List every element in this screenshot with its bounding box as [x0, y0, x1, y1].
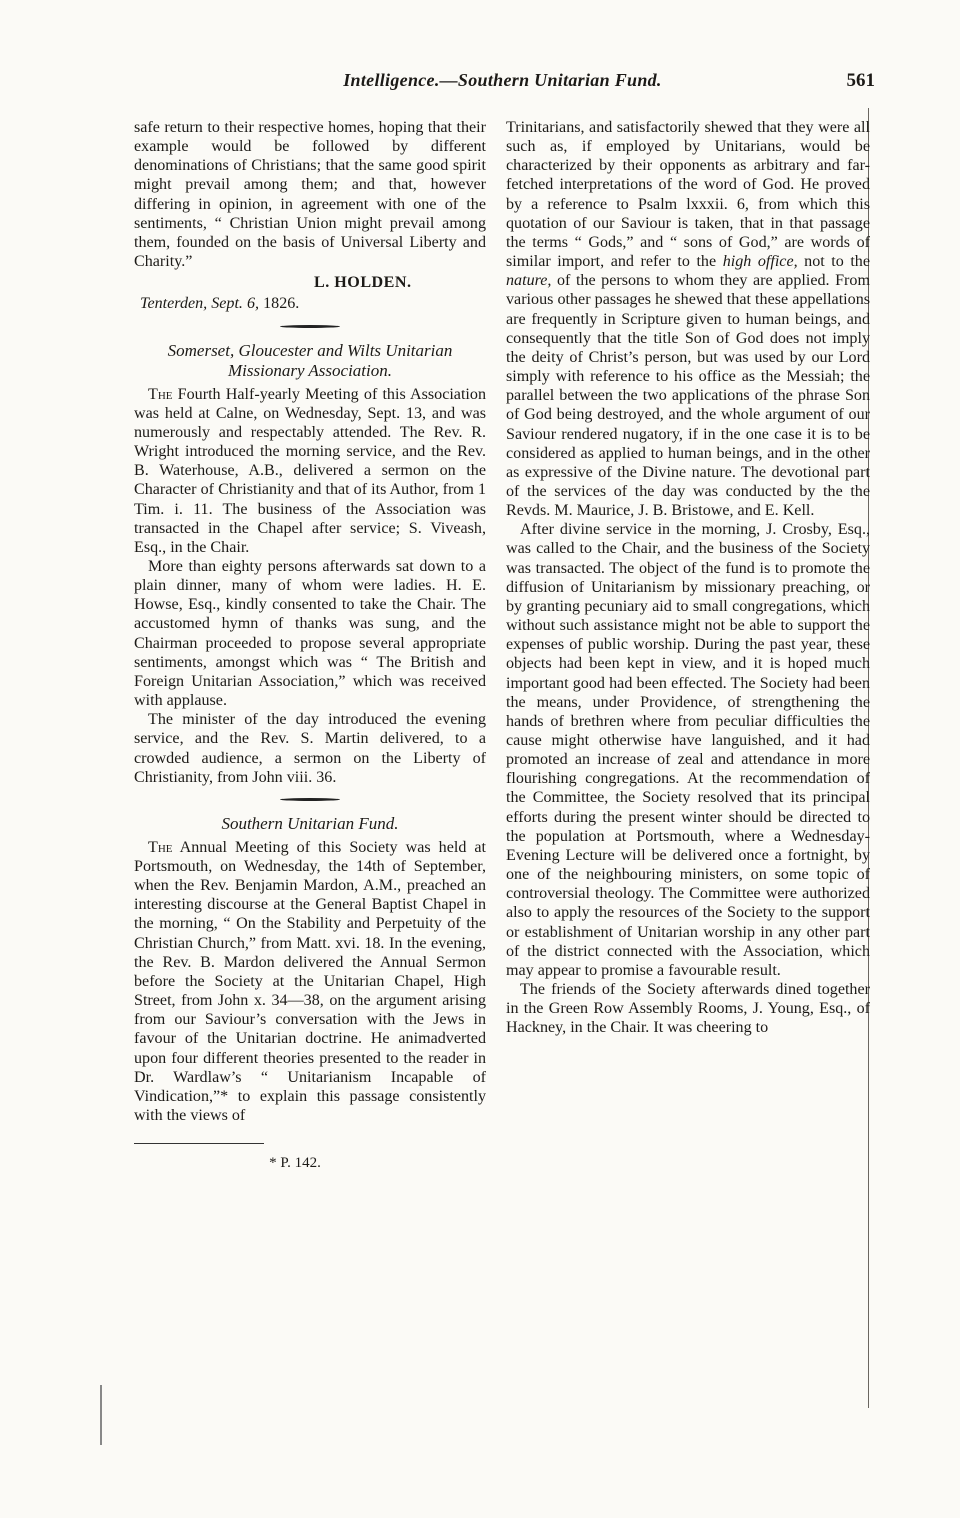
page-number: 561 [846, 70, 875, 91]
footnote-rule [134, 1143, 264, 1144]
section-separator-ornament [280, 797, 340, 802]
letter-signature: L. HOLDEN. [314, 274, 412, 292]
paragraph: The minister of the day introduced the evening service, and the Rev. S. Martin delivered, to a crowded audience, a sermon on the Liberty of Christianity, from John viii. 36. [134, 711, 486, 786]
paragraph-continuation: safe return to their respective homes, hoping that their example would be followed by different denominations of Christians; that the same good spirit might prevail among them; and that, however differing in opinion, in agreement with one of the sentiments, “ Christian Union might prevail among them, founded on the basis of Universal Liberty and Charity.” [134, 119, 486, 271]
paragraph-opening-word: The [148, 385, 173, 403]
paragraph [134, 385, 486, 557]
letter-dateline [134, 294, 486, 313]
paragraph: More than eighty persons afterwards sat down to a plain dinner, many of whom were ladies. H. E. Howse, Esq., kindly consented to take the Chair. The accustomed hymn of thanks was sung, and the Chairman proceeded to propose several appropriate sentiments, amongst which was “ The British and Foreign Unitarian Association,” which was received with applause. [134, 557, 486, 710]
paragraph: The friends of the Society afterwards dined together in the Green Row Assembly Rooms, J. Young, Esq., of Hackney, in the Chair. It was cheering to [506, 981, 870, 1037]
paragraph-opening-word: The [148, 838, 173, 856]
page-edge-mark [100, 1385, 102, 1445]
paragraph-text: of the persons to whom they are applied. From various other passages he shewed that these appellations are frequently in Scripture given to human beings, and consequently that the title Son of God does not imply the deity of Christ’s person, but was used by our Lord simply with reference to his office as the Messiah; the parallel between the two applications of the phrase Son of God being destroyed, and the whole argument of our Saviour rendered nugatory, if in the one case it is to be considered as applied to human beings, and in the other as expressive of the Divine nature. The devotional part of the services of the day was conducted by the the Revds. M. Maurice, J. B. Bristowe, and E. Kell. [506, 272, 870, 520]
paragraph-text: not to the [804, 253, 871, 271]
paragraph-text: Fourth Half-yearly Meeting of this Association was held at Calne, on Wednesday, Sept. 13, and was numerously and respectably attended. The Rev. R. Wright introduced the morning service, and the Rev. B. Waterhouse, A.B., delivered a sermon on the Character of Christianity and that of its Author, from 1 Tim. i. 11. The business of the Association was transacted in the Chapel after service; S. Viveash, Esq., in the Chair. [134, 385, 486, 556]
dateline-year: 1826. [263, 295, 300, 313]
emphasis-nature: nature, [506, 272, 552, 290]
section-separator-ornament [280, 324, 340, 329]
section-title-southern-unitarian-fund: Southern Unitarian Fund. [221, 813, 399, 833]
paragraph-text: Trinitarians, and satisfactorily shewed that they were all such as, if employed by Unitarians, would be characterized by their opponents as arbitrary and far-fetched interpretations of the word of God. He proved by a reference to Psalm lxxxii. 6, from which this quotation of our Saviour is taken, that in that passage the terms “ Gods,” and “ sons of God,” are words of similar import, and refer to the [506, 119, 870, 271]
running-title: Intelligence.—Southern Unitarian Fund. [343, 70, 662, 90]
paragraph-text: Annual Meeting of this Society was held at Portsmouth, on Wednesday, the 14th of September, when the Rev. Benjamin Mardon, A.M., preached an interesting discourse at the General Baptist Chapel in the morning, “ On the Stability and Perpetuity of the Christian Church,” from Matt. xvi. 18. In the evening, the Rev. B. Mardon delivered the Annual Sermon before the Society at the Unitarian Chapel, High Street, from John x. 34—38, on the argument arising from our Saviour’s conversation with the Jews in favour of the Unitarian doctrine. He animadverted upon four different theories presented to the reader in Dr. Wardlaw’s “ Unitarianism Incapable of Vindication,”* to explain this passage consistently with the views of [134, 838, 486, 1125]
right-column [506, 118, 870, 1038]
left-column [134, 118, 486, 1173]
paragraph [134, 838, 486, 1125]
running-head [130, 70, 875, 100]
dateline-place: Tenterden, Sept. 6, [140, 295, 260, 313]
section-title-missionary-association: Somerset, Gloucester and Wilts Unitarian Missionary Association. [167, 340, 453, 380]
emphasis-high-office: high office, [722, 253, 798, 271]
paragraph: After divine service in the morning, J. Crosby, Esq., was called to the Chair, and the business of the Society was transacted. The object of the fund is to promote the diffusion of Unitarianism by missionary preaching, or by granting pecuniary aid to small congregations, which without such assistance might not be able to support the expenses of public worship. During the past year, these objects had been kept in view, and it is hoped much important good had been effected. The Society had been the means, under Providence, of strengthening the hands of brethren where from peculiar difficulties the cause might otherwise have languished, and it had promoted an increase of zeal and attendance in more flourishing congregations. At the recommendation of the Committee, the Society resolved that its principal efforts during the present winter should be directed to the population at Portsmouth, where a Wednesday-Evening Lecture will be delivered once a fortnight, by one of the neighbouring ministers, on some topic of controversial theology. The Committee were authorized also to apply the resources of the Society to the support or establishment of Unitarian worship in any other part of the district connected with the Association, which may appear to promise a favourable result. [506, 521, 870, 979]
paragraph-continuation [506, 118, 870, 520]
footnote: * P. 142. [269, 1155, 321, 1172]
